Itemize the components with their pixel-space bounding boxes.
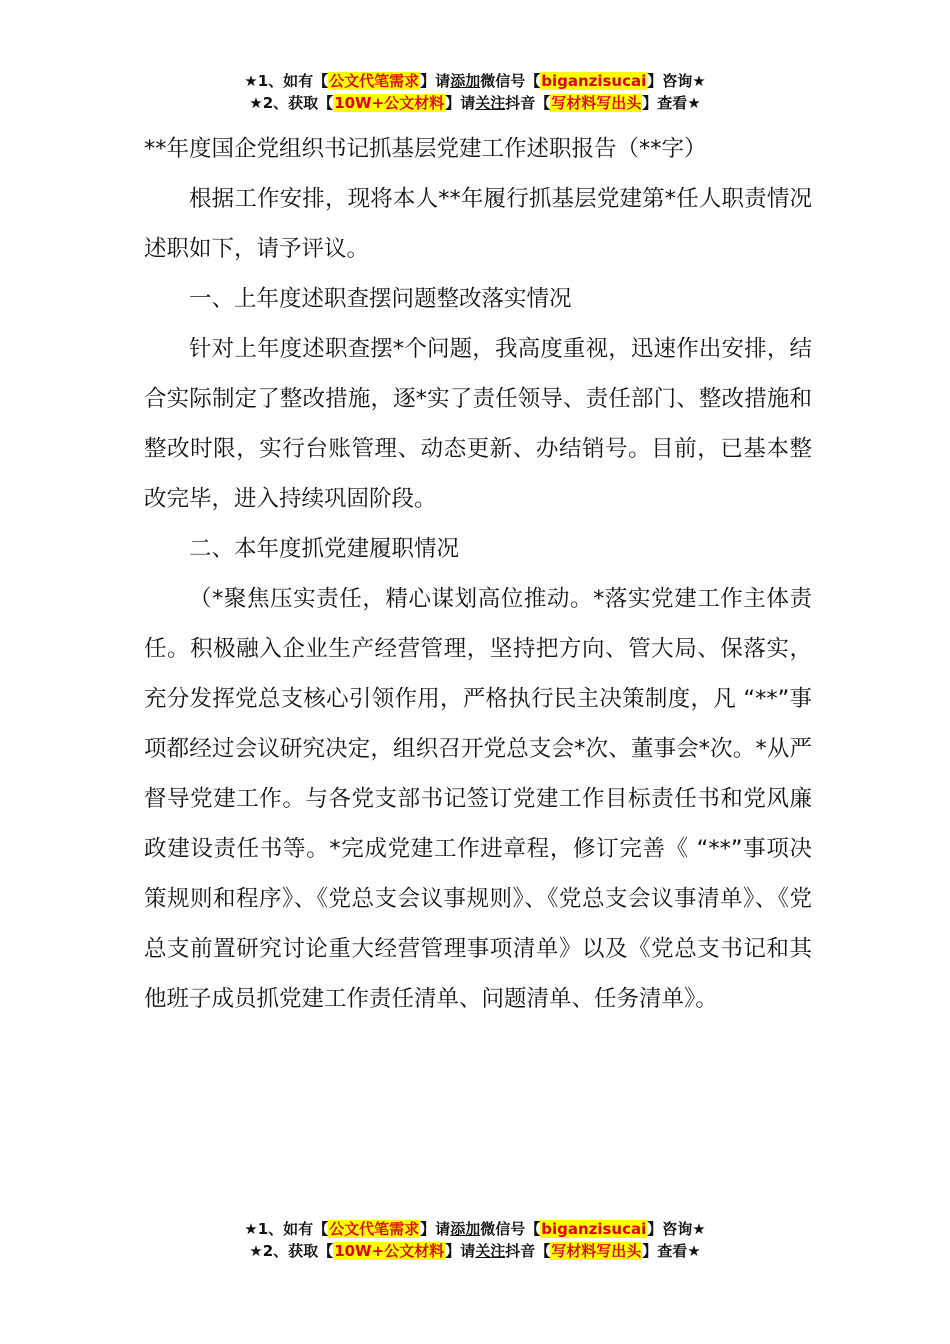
document-body (144, 124, 812, 1024)
footer-promo-line-1: ★1、如有【公文代笔需求】请添加微信号【biganzisucai】咨询★ (244, 1220, 706, 1238)
promo-underline: 关注 (475, 1242, 506, 1260)
promo-underline: 关注 (475, 94, 506, 112)
header-promo-line-1: ★1、如有【公文代笔需求】请添加微信号【biganzisucai】咨询★ (244, 72, 706, 90)
footer-promo-line-2: ★2、获取【10W+公文材料】请关注抖音【写材料写出头】查看★ (249, 1242, 701, 1260)
promo-highlight: biganzisucai (541, 1220, 647, 1238)
promo-highlight: 写材料写出头 (551, 1242, 642, 1260)
document-title: **年度国企党组织书记抓基层党建工作述职报告（**字） (144, 136, 707, 162)
footer-promo-banner (0, 1218, 950, 1262)
promo-highlight: 10W+公文材料 (334, 94, 445, 112)
promo-underline: 添加 (450, 72, 481, 90)
section-heading-2: 二、本年度抓党建履职情况 (189, 536, 460, 562)
paragraph-intro: 根据工作安排，现将本人**年履行抓基层党建第*任人职责情况述职如下，请予评议。 (144, 186, 812, 262)
promo-highlight: biganzisucai (541, 72, 647, 90)
promo-highlight: 写材料写出头 (551, 94, 642, 112)
promo-highlight: 10W+公文材料 (334, 1242, 445, 1260)
section-heading-1: 一、上年度述职查摆问题整改落实情况 (189, 286, 572, 312)
promo-highlight: 公文代笔需求 (329, 72, 420, 90)
header-promo-line-2: ★2、获取【10W+公文材料】请关注抖音【写材料写出头】查看★ (249, 94, 701, 112)
paragraph-responsibility: （*聚焦压实责任，精心谋划高位推动。*落实党建工作主体责任。积极融入企业生产经营管理，坚持把方向、管大局、保落实，充分发挥党总支核心引领作用，严格执行民主决策制度，凡 “**”事项都经过会议研究决定，组织召开党总支会*次、董事会*次。*从严督导党建工作。与各党支部书记签订党建工作目标责任书和党风廉政建设责任书等。*完成党建工作进章程，修订完善《 “**”事项决策规则和程序》、《党总支会议事规则》、《党总支会议事清单》、《党总支前置研究讨论重大经营管理事项清单》以及《党总支书记和其他班子成员抓党建工作责任清单、问题清单、任务清单》。 (144, 586, 812, 1012)
promo-highlight: 公文代笔需求 (329, 1220, 420, 1238)
paragraph-rectification: 针对上年度述职查摆*个问题，我高度重视，迅速作出安排，结合实际制定了整改措施，逐*实了责任领导、责任部门、整改措施和整改时限，实行台账管理、动态更新、办结销号。目前，已基本整改完毕，进入持续巩固阶段。 (144, 336, 812, 512)
promo-underline: 添加 (450, 1220, 481, 1238)
header-promo-banner (0, 70, 950, 114)
